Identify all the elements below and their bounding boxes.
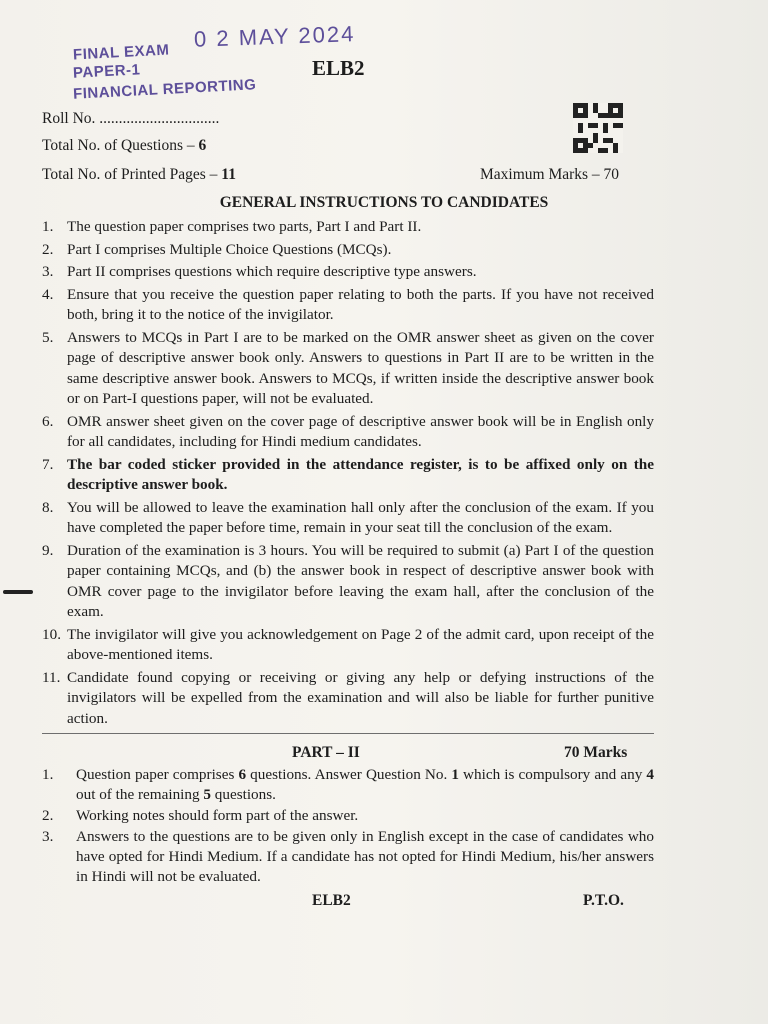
item-number: 8.: [42, 498, 54, 516]
item-number: 5.: [42, 328, 54, 346]
please-turn-over: P.T.O.: [583, 892, 624, 909]
total-questions-label: Total No. of Questions –: [42, 137, 199, 154]
instruction-item: [42, 240, 654, 261]
part-two-title: PART – II: [292, 744, 360, 761]
total-pages-value: 11: [221, 166, 236, 183]
instruction-item: [42, 328, 654, 410]
qr-code-icon: [573, 103, 623, 153]
item-number: 6.: [42, 412, 54, 430]
stamp-line-subject: FINANCIAL REPORTING: [72, 76, 257, 103]
instruction-item: [42, 455, 654, 496]
part-two-instructions: [42, 765, 654, 888]
instruction-item: [42, 541, 654, 623]
item-number: 3.: [42, 263, 54, 280]
instruction-text: The invigilator will give you acknowledgement on Page 2 of the admit card, upon receipt of the above-mentioned items.: [67, 625, 654, 663]
instruction-item: [42, 625, 654, 666]
instruction-text: OMR answer sheet given on the cover page of descriptive answer book will be in English only for all candidates, including for Hindi medium candidates.: [67, 412, 654, 450]
date-stamp: 0 2 MAY 2024: [193, 21, 356, 52]
item-number: 9.: [42, 541, 54, 559]
instruction-item: [42, 217, 654, 238]
part-two-item: [42, 806, 654, 826]
general-instructions-list: [42, 217, 654, 731]
item-number: 1.: [42, 218, 54, 235]
item-number: 10.: [42, 625, 61, 643]
part-two-item: [42, 765, 654, 805]
total-pages-label: Total No. of Printed Pages –: [42, 166, 222, 183]
instruction-text: Ensure that you receive the question paper relating to both the parts. If you have not received both, bring it to the notice of the invigilator.: [67, 285, 654, 323]
general-instructions-heading: GENERAL INSTRUCTIONS TO CANDIDATES: [219, 194, 549, 211]
instruction-text: Answers to MCQs in Part I are to be marked on the OMR answer sheet as given on the cover page of descriptive answer book only. Answers to questions in Part II are to be written in the same descriptive answer book. Answers to MCQs, if written inside the descriptive answer book or on Part-I questions paper, will not be evaluated.: [67, 328, 654, 407]
section-divider: [42, 733, 654, 734]
item-number: 3.: [42, 828, 54, 845]
part-two-item-text: Question paper comprises 6 questions. Answer Question No. 1 which is compulsory and any 4 out of the remaining 5 questions.: [76, 766, 654, 803]
item-number: 1.: [42, 766, 54, 783]
part-two-item-text: Answers to the questions are to be given only in English except in the case of candidates who have opted for Hindi Medium. If a candidate has not opted for Hindi Medium, his/her answers in Hindi will not be evaluated.: [76, 828, 654, 885]
footer-paper-code: ELB2: [312, 892, 351, 909]
item-number: 2.: [42, 807, 54, 824]
part-two-item: [42, 827, 654, 887]
roll-number-field: Roll No. ...............................: [42, 110, 220, 127]
instruction-text: You will be allowed to leave the examination hall only after the conclusion of the exam. If you have completed the paper before time, remain in your seat till the conclusion of the exam.: [67, 498, 654, 536]
instruction-text: Part I comprises Multiple Choice Questions (MCQs).: [67, 240, 392, 258]
maximum-marks: Maximum Marks – 70: [480, 166, 620, 183]
part-two-marks: 70 Marks: [564, 744, 628, 761]
item-number: 4.: [42, 285, 54, 303]
item-number: 2.: [42, 240, 54, 258]
stamp-line-paper: PAPER-1: [72, 61, 141, 82]
instruction-text: The bar coded sticker provided in the attendance register, is to be affixed only on the descriptive answer book.: [67, 455, 654, 493]
instruction-item: [42, 668, 654, 730]
instruction-item: [42, 412, 654, 453]
total-questions: [42, 137, 206, 155]
stamp-line-exam: FINAL EXAM: [72, 41, 170, 64]
instruction-text: Duration of the examination is 3 hours. You will be required to submit (a) Part I of the question paper containing MCQs, and (b) the answer book in respect of descriptive answer book with OMR cover page to the invigilator before leaving the exam hall, after the conclusion of the exam.: [67, 541, 654, 620]
instruction-text: Candidate found copying or receiving or giving any help or defying instructions of the invigilators will be expelled from the examination and will also be liable for further punitive action.: [67, 668, 654, 727]
instruction-item: [42, 498, 654, 539]
total-questions-value: 6: [198, 137, 207, 154]
instruction-item: [42, 285, 654, 326]
paper-code: ELB2: [312, 56, 365, 80]
part-two-item-text: Working notes should form part of the answer.: [76, 807, 359, 824]
margin-pen-mark: [3, 590, 33, 594]
item-number: 11.: [42, 668, 61, 686]
instruction-text: The question paper comprises two parts, Part I and Part II.: [67, 218, 422, 235]
instruction-text: Part II comprises questions which require descriptive type answers.: [67, 263, 477, 280]
total-pages: [42, 166, 236, 184]
instruction-item: [42, 262, 654, 283]
item-number: 7.: [42, 455, 54, 473]
